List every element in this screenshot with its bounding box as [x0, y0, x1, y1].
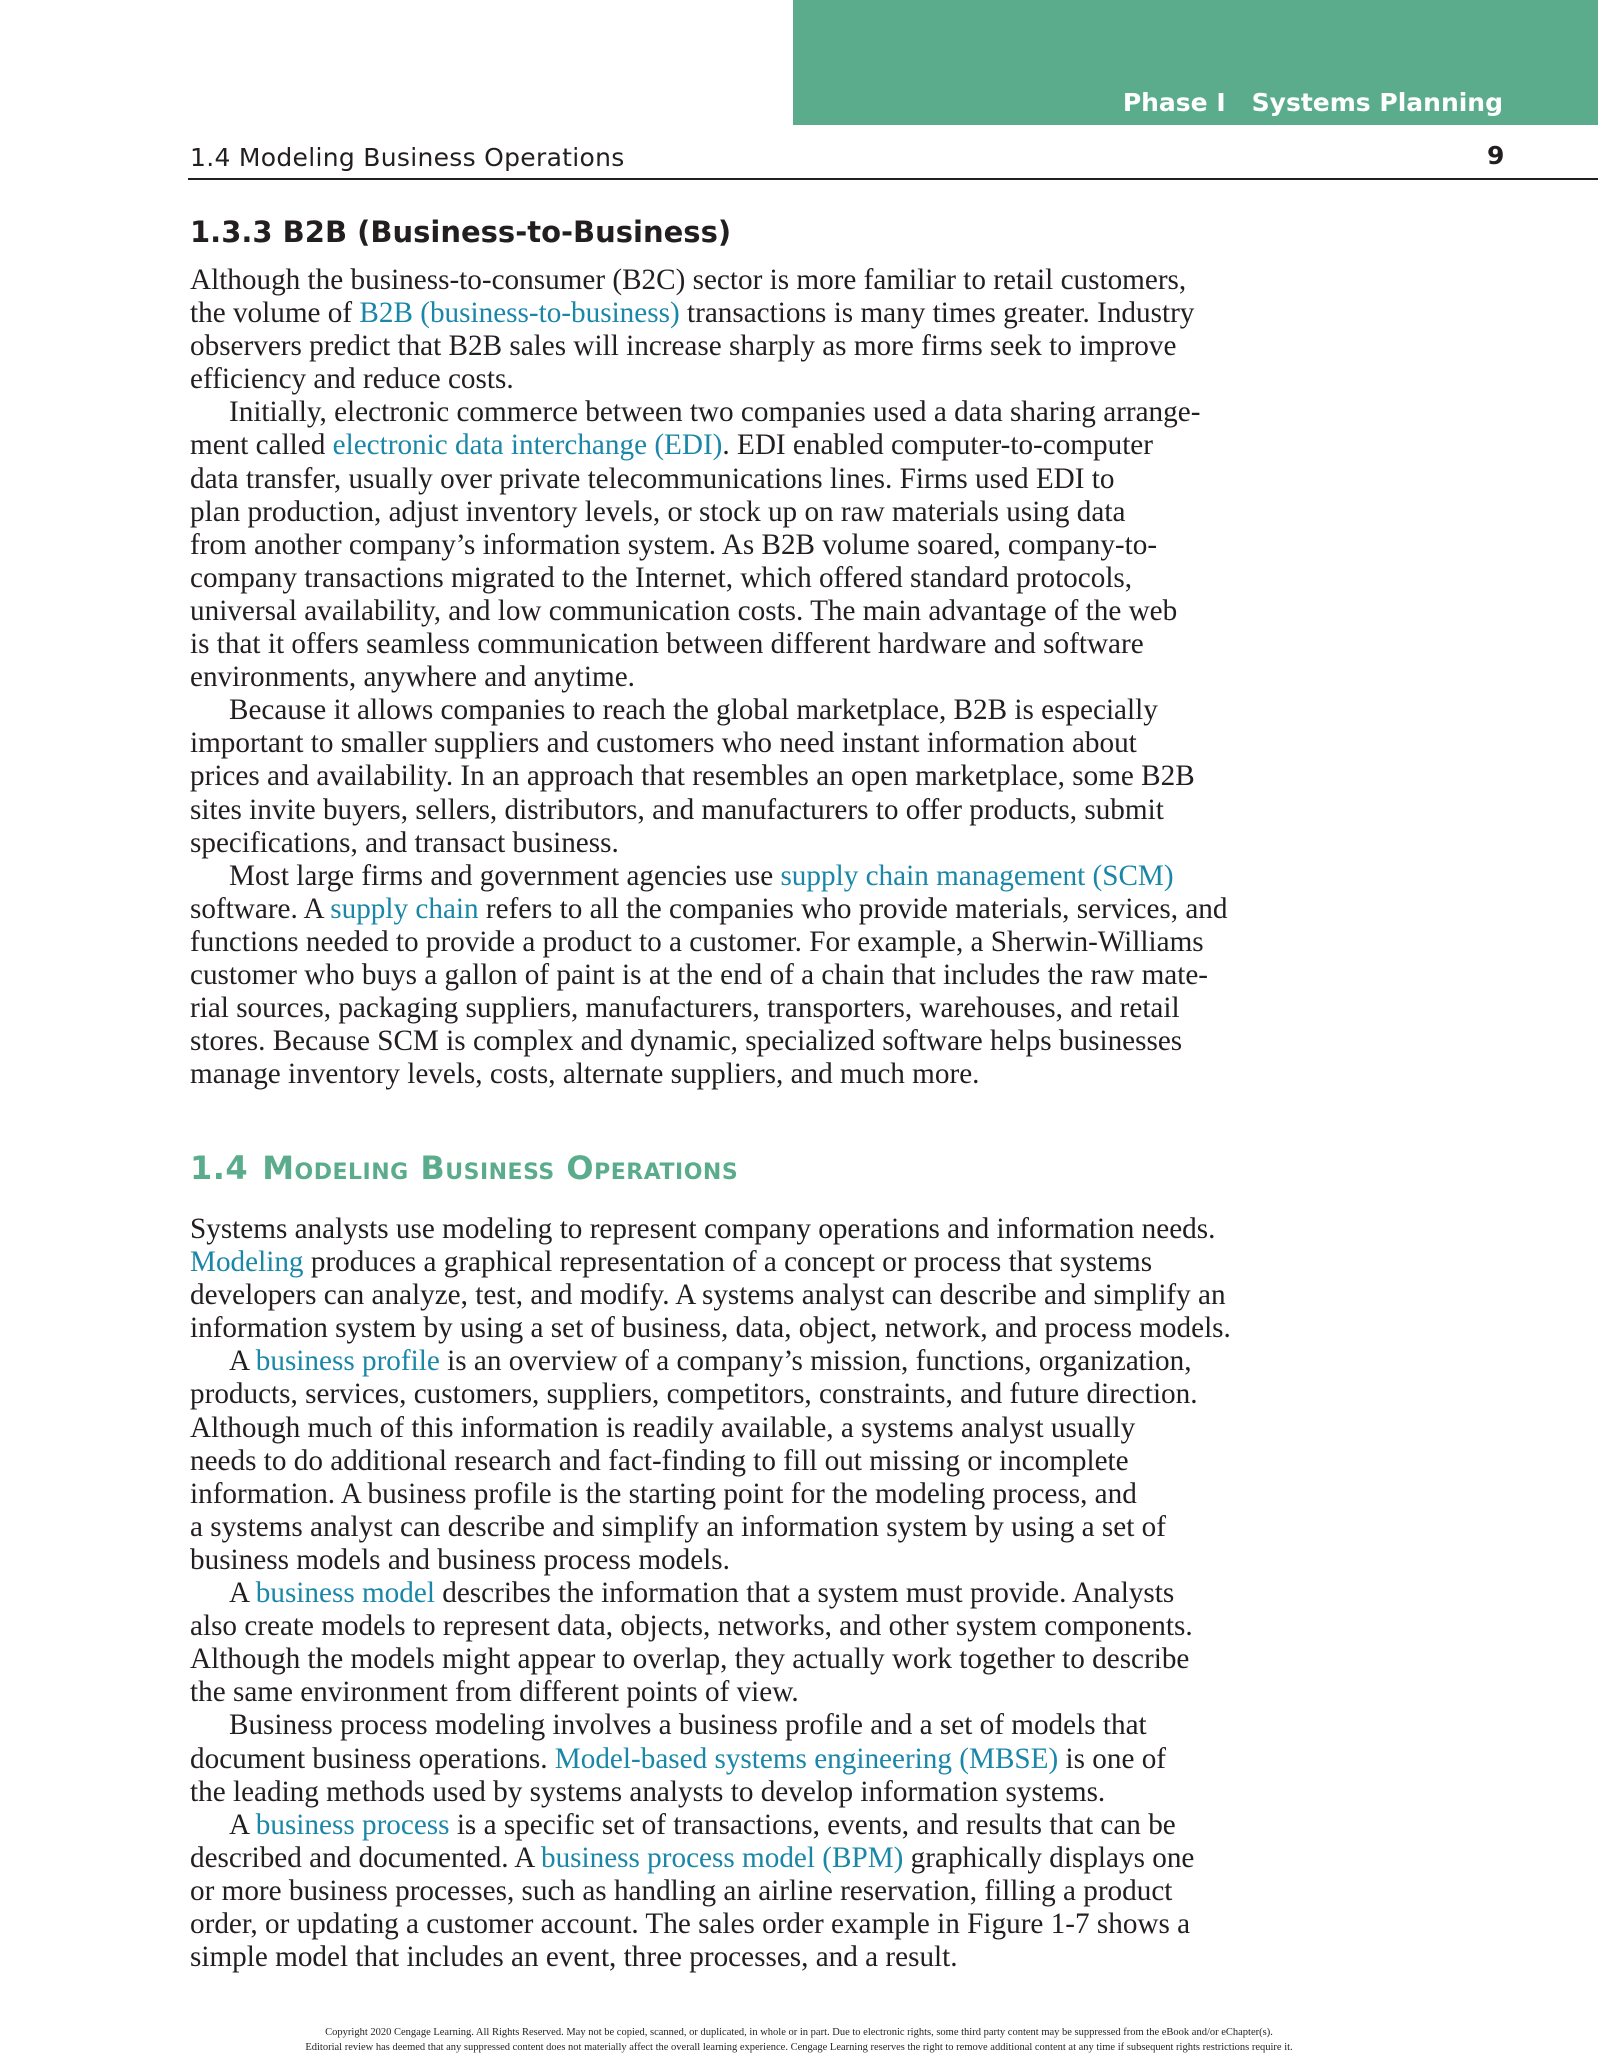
section-title: Modeling Business Operations — [262, 1149, 739, 1187]
text-line — [190, 1743, 1270, 1776]
text-run: important to smaller suppliers and customers who need instant information about — [190, 727, 1137, 760]
text-line — [190, 1378, 1270, 1411]
text-line — [190, 1577, 1270, 1610]
text-line — [190, 330, 1270, 363]
subsection-heading: 1.3.3 B2B (Business-to-Business) — [190, 215, 732, 249]
text-run: simple model that includes an event, three processes, and a result. — [190, 1941, 958, 1974]
text-line — [190, 429, 1270, 462]
text-line — [190, 628, 1270, 661]
phase-number: Phase I — [1122, 88, 1226, 117]
text-line — [190, 1511, 1270, 1544]
text-line — [190, 694, 1270, 727]
text-run: A — [229, 1345, 256, 1378]
text-run: Systems analysts use modeling to represent company operations and information needs. — [190, 1213, 1216, 1245]
text-run: sites invite buyers, sellers, distributors, and manufacturers to offer products, submit — [190, 793, 1164, 826]
text-run: the same environment from different points of view. — [190, 1676, 799, 1709]
text-line — [190, 1776, 1270, 1809]
text-run: developers can analyze, test, and modify. A systems analyst can describe and simplify an — [190, 1279, 1226, 1312]
text-line — [190, 396, 1270, 429]
header-rule — [188, 178, 1598, 180]
text-line — [190, 1842, 1270, 1875]
running-head: 1.4 Modeling Business Operations — [190, 143, 625, 172]
text-line — [190, 463, 1270, 496]
text-run: order, or updating a customer account. The sales order example in Figure 1-7 shows a — [190, 1907, 1191, 1940]
text-run: data transfer, usually over private telecommunications lines. Firms used EDI to — [190, 462, 1115, 495]
text-run: needs to do additional research and fact-finding to fill out missing or incomplete — [190, 1444, 1129, 1477]
text-line — [190, 297, 1270, 330]
key-term: Modeling — [190, 1246, 304, 1279]
text-run: functions needed to provide a product to a customer. For example, a Sherwin-Williams — [190, 925, 1204, 958]
text-run: efficiency and reduce costs. — [190, 363, 514, 396]
text-run: specifications, and transact business. — [190, 826, 619, 859]
text-run: a systems analyst can describe and simplify an information system by using a set of — [190, 1510, 1166, 1543]
text-run: describes the information that a system must provide. Analysts — [434, 1577, 1175, 1610]
text-line — [190, 926, 1270, 959]
text-run: Most large firms and government agencies use — [229, 859, 781, 892]
text-line — [190, 1908, 1270, 1941]
text-run: is a specific set of transactions, events, and results that can be — [449, 1808, 1176, 1841]
text-line — [190, 1213, 1270, 1246]
text-line — [190, 1676, 1270, 1709]
text-run: Although much of this information is readily available, a systems analyst usually — [190, 1411, 1136, 1444]
text-run: Although the models might appear to overlap, they actually work together to describe — [190, 1643, 1190, 1676]
text-line — [190, 827, 1270, 860]
copyright-line-1: Copyright 2020 Cengage Learning. All Rights Reserved. May not be copied, scanned, or duplicated, in whole or in part. Due to electronic rights, some third party content may be suppressed from the eBook and/or eChapter(s). — [325, 2027, 1273, 2038]
key-term: Model-based systems engineering (MBSE) — [554, 1742, 1059, 1775]
text-run: graphically displays one — [903, 1841, 1195, 1874]
text-run: Because it allows companies to reach the global marketplace, B2B is especially — [229, 694, 1158, 727]
text-line — [190, 661, 1270, 694]
text-run: manage inventory levels, costs, alternate suppliers, and much more. — [190, 1058, 980, 1091]
section-number: 1.4 — [190, 1149, 249, 1187]
text-run: prices and availability. In an approach that resembles an open marketplace, some B2B — [190, 760, 1195, 793]
text-line — [190, 1345, 1270, 1378]
key-term: supply chain management (SCM) — [780, 859, 1174, 892]
text-run: company transactions migrated to the Internet, which offered standard protocols, — [190, 561, 1133, 594]
text-line — [190, 1312, 1270, 1345]
text-run: or more business processes, such as handling an airline reservation, filling a product — [190, 1874, 1173, 1907]
text-line — [190, 1709, 1270, 1742]
key-term: electronic data interchange (EDI) — [332, 429, 723, 462]
key-term: supply chain — [330, 892, 479, 925]
copyright-line-2: Editorial review has deemed that any suppressed content does not materially affect the overall learning experience. Cengage Learning reserves the right to remove additional content at any time if subsequent rights restrictions require it. — [305, 2042, 1293, 2053]
phase-title: Systems Planning — [1251, 88, 1503, 117]
text-line — [190, 992, 1270, 1025]
text-line — [190, 529, 1270, 562]
text-run: is one of — [1058, 1742, 1167, 1775]
text-line — [190, 1643, 1270, 1676]
text-run: document business operations. — [190, 1742, 555, 1775]
key-term: business process model (BPM) — [540, 1841, 904, 1874]
copyright-footer — [0, 2025, 1598, 2055]
text-run: is that it offers seamless communication between different hardware and software — [190, 628, 1144, 661]
text-line — [190, 1279, 1270, 1312]
text-run: Business process modeling involves a business profile and a set of models that — [229, 1709, 1147, 1742]
text-run: ment called — [190, 429, 333, 462]
text-line — [190, 1809, 1270, 1842]
text-run: described and documented. A — [190, 1841, 541, 1874]
text-run: is an overview of a company’s mission, functions, organization, — [439, 1345, 1192, 1378]
key-term: business model — [255, 1577, 435, 1610]
text-line — [190, 1610, 1270, 1643]
text-run: A — [229, 1577, 256, 1610]
key-term: business profile — [255, 1345, 440, 1378]
text-line — [190, 1478, 1270, 1511]
text-run: plan production, adjust inventory levels, or stock up on raw materials using data — [190, 495, 1126, 528]
text-run: environments, anywhere and anytime. — [190, 661, 635, 694]
text-run: the volume of — [190, 297, 360, 330]
text-run: stores. Because SCM is complex and dynamic, specialized software helps businesses — [190, 1025, 1183, 1058]
text-line — [190, 727, 1270, 760]
section-heading — [190, 1149, 738, 1187]
text-line — [190, 1941, 1270, 1974]
text-line — [190, 1544, 1270, 1577]
text-run: information. A business profile is the starting point for the modeling process, and — [190, 1477, 1137, 1510]
text-run: information system by using a set of business, data, object, network, and process models. — [190, 1312, 1231, 1345]
text-line — [190, 264, 1270, 297]
phase-label — [1123, 88, 1503, 117]
text-line — [190, 1445, 1270, 1478]
text-run: the leading methods used by systems analysts to develop information systems. — [190, 1775, 1106, 1808]
text-line — [190, 562, 1270, 595]
text-run: refers to all the companies who provide materials, services, and — [478, 892, 1228, 925]
page-number: 9 — [1487, 141, 1505, 170]
text-line — [190, 496, 1270, 529]
text-line — [190, 959, 1270, 992]
text-run: observers predict that B2B sales will increase sharply as more firms seek to improve — [190, 330, 1177, 363]
text-line — [190, 1412, 1270, 1445]
text-run: transactions is many times greater. Industry — [679, 297, 1195, 330]
text-line — [190, 1025, 1270, 1058]
text-line — [190, 1058, 1270, 1091]
text-run: from another company’s information system. As B2B volume soared, company-to- — [190, 528, 1158, 561]
text-line — [190, 1875, 1270, 1908]
text-run: also create models to represent data, objects, networks, and other system components. — [190, 1610, 1193, 1643]
text-line — [190, 595, 1270, 628]
text-run: universal availability, and low communication costs. The main advantage of the web — [190, 594, 1178, 627]
text-run: customer who buys a gallon of paint is at the end of a chain that includes the raw mate- — [190, 958, 1209, 991]
key-term: business process — [255, 1808, 450, 1841]
text-line — [190, 363, 1270, 396]
text-line — [190, 794, 1270, 827]
text-run: . EDI enabled computer-to-computer — [722, 429, 1153, 462]
phase-banner — [793, 0, 1598, 125]
text-run: A — [229, 1808, 256, 1841]
text-run: Although the business-to-consumer (B2C) sector is more familiar to retail customers, — [190, 264, 1187, 296]
text-run: products, services, customers, suppliers, competitors, constraints, and future direction. — [190, 1378, 1198, 1411]
text-run: produces a graphical representation of a concept or process that systems — [303, 1246, 1153, 1279]
subsection-body — [190, 264, 1270, 1091]
section-body — [190, 1213, 1270, 1974]
key-term: B2B (business-to-business) — [359, 297, 680, 330]
text-line — [190, 760, 1270, 793]
text-run: software. A — [190, 892, 331, 925]
text-run: business models and business process models. — [190, 1543, 730, 1576]
text-line — [190, 860, 1270, 893]
text-line — [190, 893, 1270, 926]
text-run: Initially, electronic commerce between two companies used a data sharing arrange- — [229, 396, 1201, 429]
text-run: rial sources, packaging suppliers, manufacturers, transporters, warehouses, and retail — [190, 992, 1180, 1025]
text-line — [190, 1246, 1270, 1279]
